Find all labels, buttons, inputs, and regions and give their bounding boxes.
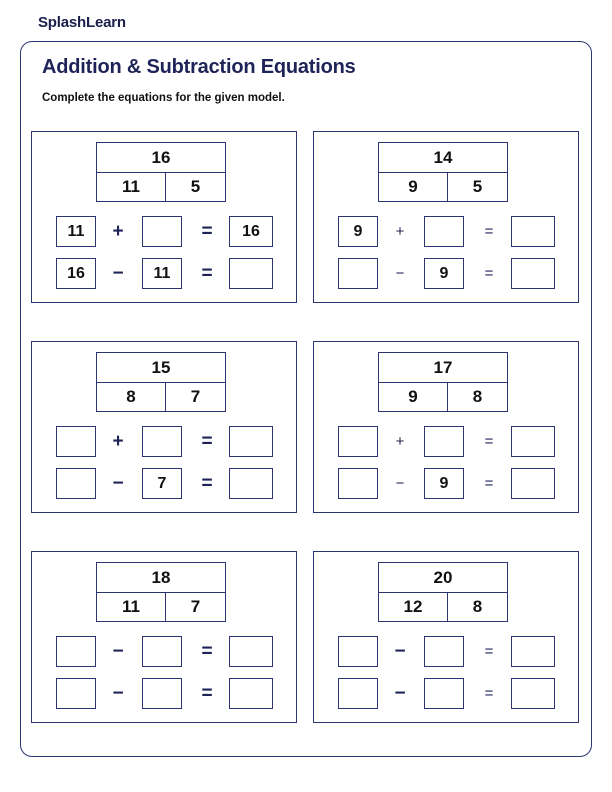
problem-panel-2: [313, 131, 579, 303]
equals-sign: =: [484, 223, 494, 240]
bar-model-part-2: 8: [447, 592, 508, 622]
minus-sign: −: [394, 682, 406, 704]
answer-box[interactable]: 16: [56, 258, 96, 289]
answer-box[interactable]: [56, 636, 96, 667]
minus-sign: −: [112, 640, 124, 662]
answer-box[interactable]: [511, 216, 555, 247]
page-title: Addition & Subtraction Equations: [42, 56, 356, 78]
answer-box[interactable]: [229, 468, 273, 499]
equals-sign: =: [201, 640, 213, 662]
equals-sign: =: [201, 682, 213, 704]
answer-box[interactable]: [142, 636, 182, 667]
bar-model-part-1: 11: [96, 592, 166, 622]
answer-box[interactable]: [338, 426, 378, 457]
bar-model-part-1: 9: [378, 172, 448, 202]
answer-box[interactable]: 16: [229, 216, 273, 247]
answer-box[interactable]: [338, 258, 378, 289]
answer-box[interactable]: 9: [424, 258, 464, 289]
answer-box[interactable]: [511, 426, 555, 457]
answer-box[interactable]: [424, 426, 464, 457]
answer-box[interactable]: [229, 258, 273, 289]
answer-box[interactable]: [142, 426, 182, 457]
answer-box[interactable]: [338, 678, 378, 709]
answer-box[interactable]: [56, 468, 96, 499]
answer-box[interactable]: [424, 678, 464, 709]
answer-box[interactable]: 9: [424, 468, 464, 499]
bar-model-part-2: 5: [165, 172, 226, 202]
answer-box[interactable]: [142, 216, 182, 247]
equals-sign: =: [484, 685, 494, 702]
answer-box[interactable]: [511, 678, 555, 709]
answer-box[interactable]: [142, 678, 182, 709]
bar-model-part-2: 5: [447, 172, 508, 202]
equals-sign: =: [201, 430, 213, 452]
answer-box[interactable]: [424, 636, 464, 667]
bar-model-part-2: 7: [165, 592, 226, 622]
answer-box[interactable]: [56, 678, 96, 709]
problem-panel-4: [313, 341, 579, 513]
bar-model-part-1: 12: [378, 592, 448, 622]
answer-box[interactable]: [229, 636, 273, 667]
answer-box[interactable]: [424, 216, 464, 247]
instruction-text: Complete the equations for the given model.: [42, 92, 285, 104]
plus-sign: +: [112, 430, 124, 452]
equals-sign: =: [201, 472, 213, 494]
bar-model-total: 14: [378, 142, 508, 173]
bar-model-total: 15: [96, 352, 226, 383]
bar-model-total: 18: [96, 562, 226, 593]
plus-sign: +: [112, 220, 124, 242]
problem-panel-3: [31, 341, 297, 513]
minus-sign: −: [395, 265, 405, 282]
answer-box[interactable]: [511, 468, 555, 499]
answer-box[interactable]: 11: [56, 216, 96, 247]
bar-model-total: 16: [96, 142, 226, 173]
problem-panel-6: [313, 551, 579, 723]
answer-box[interactable]: [56, 426, 96, 457]
bar-model-part-1: 11: [96, 172, 166, 202]
equals-sign: =: [484, 433, 494, 450]
minus-sign: −: [395, 475, 405, 492]
answer-box[interactable]: 11: [142, 258, 182, 289]
bar-model-part-2: 7: [165, 382, 226, 412]
plus-sign: +: [395, 433, 405, 450]
answer-box[interactable]: [511, 258, 555, 289]
equals-sign: =: [484, 475, 494, 492]
equals-sign: =: [201, 262, 213, 284]
problem-panel-1: [31, 131, 297, 303]
bar-model-part-1: 8: [96, 382, 166, 412]
minus-sign: −: [394, 640, 406, 662]
bar-model-total: 17: [378, 352, 508, 383]
bar-model-part-2: 8: [447, 382, 508, 412]
answer-box[interactable]: [338, 636, 378, 667]
equals-sign: =: [484, 265, 494, 282]
answer-box[interactable]: [511, 636, 555, 667]
equals-sign: =: [484, 643, 494, 660]
minus-sign: −: [112, 262, 124, 284]
answer-box[interactable]: 9: [338, 216, 378, 247]
problem-panel-5: [31, 551, 297, 723]
bar-model-total: 20: [378, 562, 508, 593]
answer-box[interactable]: [338, 468, 378, 499]
minus-sign: −: [112, 682, 124, 704]
equals-sign: =: [201, 220, 213, 242]
brand-logo: SplashLearn: [38, 14, 126, 31]
answer-box[interactable]: [229, 426, 273, 457]
plus-sign: +: [395, 223, 405, 240]
answer-box[interactable]: 7: [142, 468, 182, 499]
answer-box[interactable]: [229, 678, 273, 709]
minus-sign: −: [112, 472, 124, 494]
bar-model-part-1: 9: [378, 382, 448, 412]
